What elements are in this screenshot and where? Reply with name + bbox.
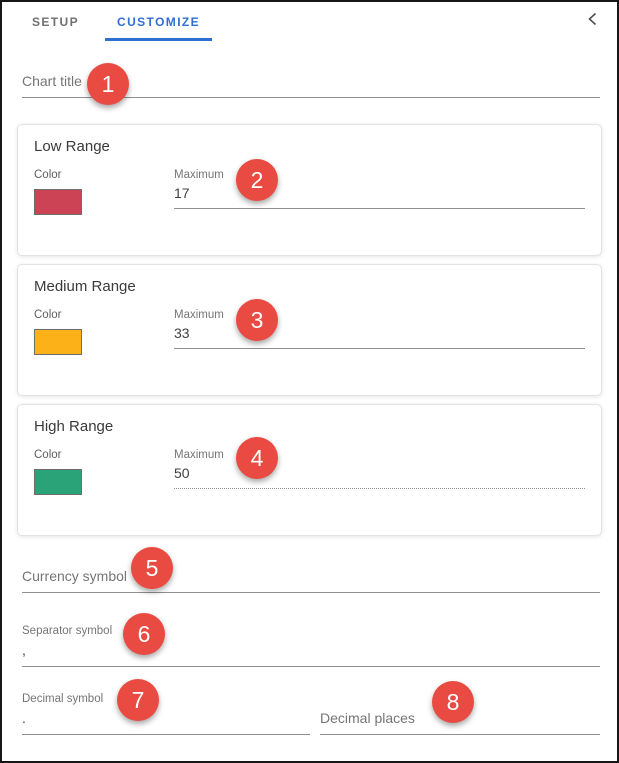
annotation-badge-3: 3 — [236, 299, 278, 341]
decimal-symbol-input[interactable] — [22, 706, 310, 734]
decimal-symbol-field — [22, 693, 310, 735]
currency-symbol-input[interactable] — [22, 564, 600, 592]
annotation-badge-8: 8 — [432, 681, 474, 723]
tab-bar — [2, 2, 617, 41]
currency-symbol-field — [22, 564, 600, 593]
annotation-badge-7: 7 — [117, 679, 159, 721]
card-title: Low Range — [34, 138, 110, 155]
color-label: Color — [34, 169, 62, 181]
card-title: Medium Range — [34, 278, 136, 295]
annotation-badge-2: 2 — [236, 159, 278, 201]
color-swatch-medium[interactable] — [34, 329, 82, 355]
separator-symbol-input[interactable] — [22, 638, 600, 666]
chart-title-input[interactable] — [22, 69, 600, 97]
maximum-label: Maximum — [174, 449, 224, 461]
range-cards — [2, 124, 617, 536]
range-card-medium — [17, 264, 602, 396]
maximum-label: Maximum — [174, 309, 224, 321]
range-card-high — [17, 404, 602, 536]
color-swatch-low[interactable] — [34, 189, 82, 215]
range-card-low — [17, 124, 602, 256]
card-title: High Range — [34, 418, 114, 435]
annotation-badge-6: 6 — [123, 613, 165, 655]
annotation-badge-5: 5 — [131, 547, 173, 589]
collapse-panel-button[interactable] — [585, 11, 601, 27]
chart-title-field — [22, 69, 600, 98]
decimal-symbol-label: Decimal symbol — [22, 693, 104, 705]
tab-customize[interactable]: CUSTOMIZE — [105, 12, 212, 41]
annotation-badge-4: 4 — [236, 437, 278, 479]
color-label: Color — [34, 309, 62, 321]
tab-setup[interactable]: SETUP — [32, 15, 80, 29]
color-label: Color — [34, 449, 62, 461]
separator-symbol-field — [22, 625, 600, 667]
maximum-input-low[interactable] — [174, 182, 585, 208]
chevron-left-icon — [585, 14, 601, 31]
separator-symbol-label: Separator symbol — [22, 625, 113, 637]
decimal-row — [22, 693, 600, 735]
maximum-label: Maximum — [174, 169, 224, 181]
maximum-input-medium[interactable] — [174, 322, 585, 348]
maximum-input-high[interactable] — [174, 462, 585, 488]
decimal-places-input[interactable] — [320, 706, 600, 734]
decimal-places-field — [320, 706, 600, 735]
color-swatch-high[interactable] — [34, 469, 82, 495]
annotation-badge-1: 1 — [87, 63, 129, 105]
